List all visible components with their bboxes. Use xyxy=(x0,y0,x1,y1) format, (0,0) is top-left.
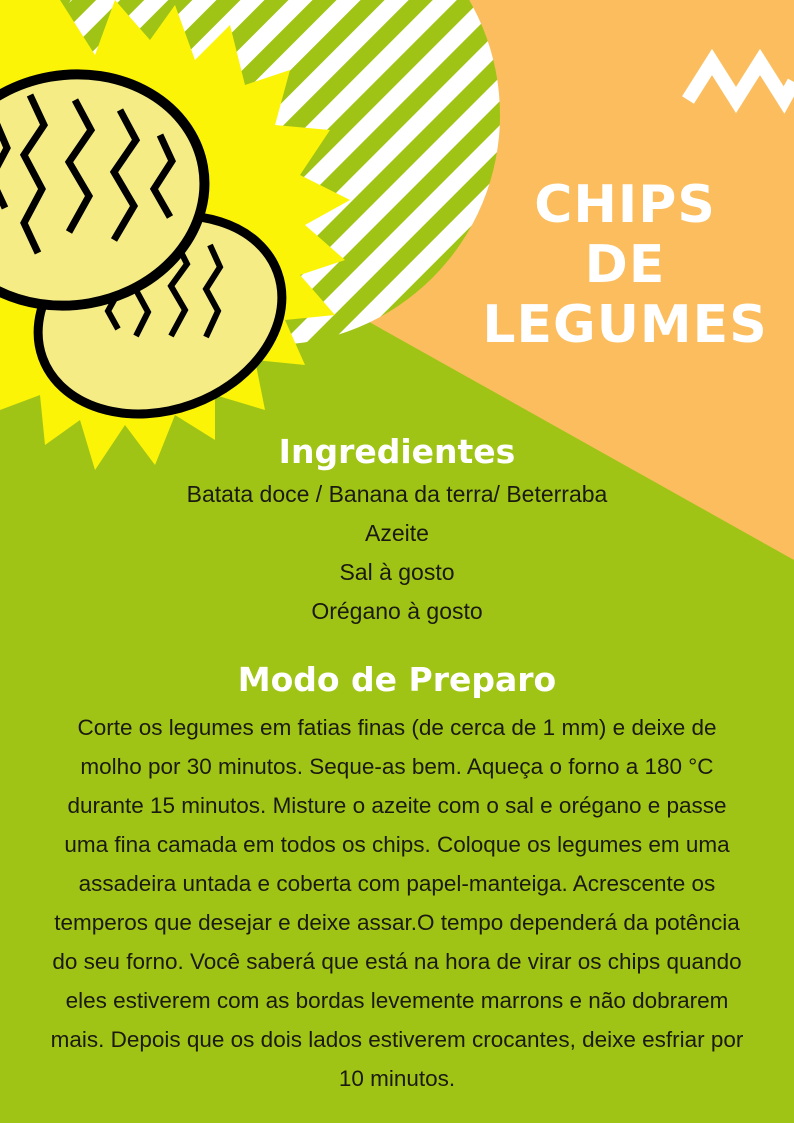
method-text: Corte os legumes em fatias finas (de cerca de 1 mm) e deixe de molho por 30 minutos. Seque-as bem. Aqueça o forno a 180 °C durante 15 minutos. Misture o azeite com o sal e orégano e passe uma fina camada em todos os chips. Coloque os legumes em uma assadeira untada e coberta com papel-manteiga. Acrescente os temperos que desejar e deixe assar.O tempo dependerá da potência do seu forno. Você saberá que está na hora de virar os chips quando eles estiverem com as bordas levemente marrons e não dobrarem mais. Depois que os dois lados estiverem crocantes, deixe esfriar por 10 minutos. xyxy=(50,715,744,1091)
recipe-title xyxy=(470,175,780,355)
ingredient-item: Sal à gosto xyxy=(339,559,455,585)
title-line-3: LEGUMES xyxy=(482,295,768,355)
ingredient-item: Orégano à gosto xyxy=(311,598,483,624)
ingredient-item: Batata doce / Banana da terra/ Beterraba xyxy=(186,481,608,507)
title-line-2: DE xyxy=(584,235,666,295)
method-heading: Modo de Preparo xyxy=(237,660,557,699)
ingredient-item: Azeite xyxy=(365,520,429,546)
ingredients-list xyxy=(0,475,794,631)
title-line-1: CHIPS xyxy=(534,175,716,235)
ingredients-heading: Ingredientes xyxy=(278,432,516,471)
